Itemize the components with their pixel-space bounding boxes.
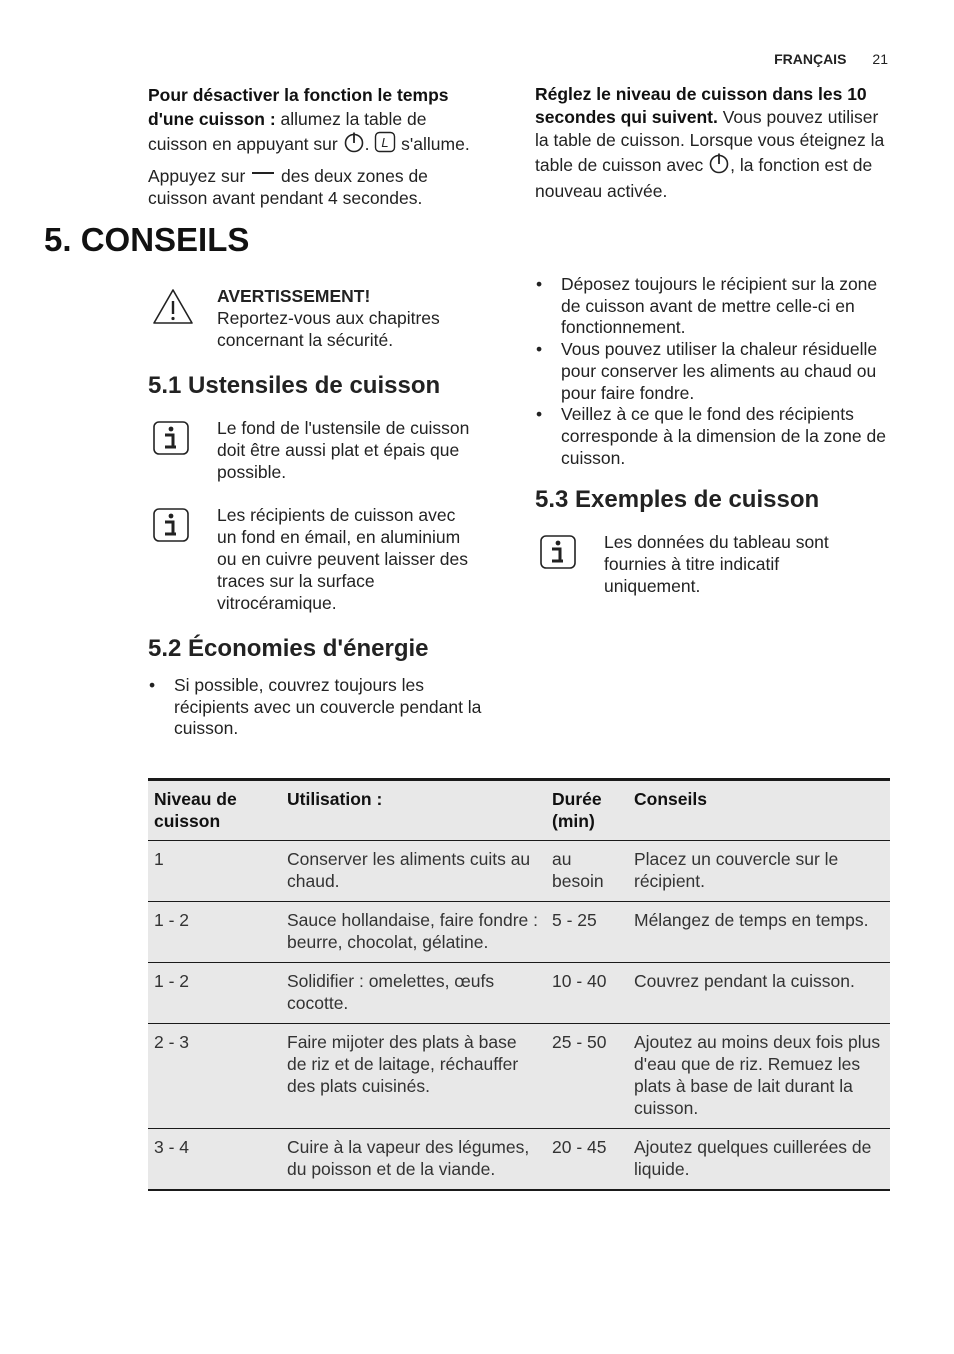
list-item: • Déposez toujours le récipient sur la zone de cuisson avant de mettre celle-ci en fonctionnement. bbox=[535, 274, 890, 339]
table-cell: Ajoutez au moins deux fois plus d'eau que de riz. Remuez les plats à base de lait durant la cuisson. bbox=[628, 1024, 890, 1129]
chapter-number: 5. bbox=[44, 221, 72, 258]
table-cell: Cuire à la vapeur des légumes, du poisson et de la viande. bbox=[281, 1129, 546, 1191]
table-row bbox=[148, 1129, 890, 1191]
table-cell: 10 - 40 bbox=[546, 963, 628, 1024]
intro-right-text: Vous pouvez utiliser la table de cuisson. Lorsque vous éteignez la table de cuisson avec bbox=[535, 107, 885, 175]
power-icon bbox=[708, 152, 730, 180]
section-name: Exemples de cuisson bbox=[575, 486, 820, 513]
warning-triangle-icon bbox=[152, 288, 194, 331]
table-cell: 25 - 50 bbox=[546, 1024, 628, 1129]
table-row bbox=[148, 963, 890, 1024]
list-item: • Vous pouvez utiliser la chaleur résiduelle pour conserver les aliments au chaud ou pour faire fondre. bbox=[535, 339, 890, 404]
column-header: Durée (min) bbox=[546, 780, 628, 841]
warning-text: Reportez-vous aux chapitres concernant la sécurité. bbox=[217, 308, 440, 350]
table-cell: Placez un couvercle sur le récipient. bbox=[628, 841, 890, 902]
info-icon bbox=[148, 417, 192, 462]
table-cell: Faire mijoter des plats à base de riz et de laitage, réchauffer des plats cuisinés. bbox=[281, 1024, 546, 1129]
section-5-2-title bbox=[148, 634, 429, 664]
chapter-name: CONSEILS bbox=[80, 221, 250, 258]
table-cell: 2 - 3 bbox=[148, 1024, 281, 1129]
energy-tips-list-right bbox=[535, 274, 890, 469]
info-icon bbox=[148, 504, 192, 549]
column-header: Conseils bbox=[628, 780, 890, 841]
table-row bbox=[148, 841, 890, 902]
table-cell: Ajoutez quelques cuillerées de liquide. bbox=[628, 1129, 890, 1191]
column-header: Utilisation : bbox=[281, 780, 546, 841]
intro-left-text: Appuyez sur bbox=[148, 166, 251, 186]
table-row bbox=[148, 902, 890, 963]
table-cell: 5 - 25 bbox=[546, 902, 628, 963]
page-header bbox=[774, 51, 888, 67]
table-cell: Mélangez de temps en temps. bbox=[628, 902, 890, 963]
table-cell: au besoin bbox=[546, 841, 628, 902]
list-item: • Veillez à ce que le fond des récipients corresponde à la dimension de la zone de cuisson. bbox=[535, 404, 890, 469]
table-cell: 1 - 2 bbox=[148, 902, 281, 963]
intro-right-text: , la fonction est de nouveau activée. bbox=[535, 155, 873, 201]
energy-tips-list-left bbox=[148, 675, 493, 740]
section-number: 5.2 bbox=[148, 635, 182, 662]
section-5-3-title bbox=[535, 485, 819, 515]
section-name: Ustensiles de cuisson bbox=[188, 372, 441, 399]
lock-l-icon bbox=[374, 131, 396, 159]
intro-left-text: des deux zones de cuisson avant pendant 4 secondes. bbox=[148, 166, 428, 208]
section-number: 5.1 bbox=[148, 372, 182, 399]
section-name: Économies d'énergie bbox=[188, 635, 429, 662]
table-cell: Conserver les aliments cuits au chaud. bbox=[281, 841, 546, 902]
intro-left-lead: Pour désactiver la fonction le temps d'une cuisson : bbox=[148, 85, 449, 129]
intro-left-text: . bbox=[364, 134, 375, 154]
table-cell: 3 - 4 bbox=[148, 1129, 281, 1191]
table-cell: Sauce hollandaise, faire fondre : beurre, chocolat, gélatine. bbox=[281, 902, 546, 963]
svg-text:L: L bbox=[381, 135, 389, 150]
info-text: Les données du tableau sont fournies à titre indicatif uniquement. bbox=[604, 532, 829, 596]
warning-title: AVERTISSEMENT! bbox=[217, 286, 371, 306]
info-icon bbox=[535, 531, 579, 576]
intro-right bbox=[535, 83, 885, 203]
table-cell: 1 bbox=[148, 841, 281, 902]
intro-right-lead: Réglez le niveau de cuisson dans les 10 secondes qui suivent. bbox=[535, 84, 867, 127]
section-number: 5.3 bbox=[535, 486, 569, 513]
table-cell: 20 - 45 bbox=[546, 1129, 628, 1191]
column-header: Niveau de cuisson bbox=[148, 780, 281, 841]
cooking-examples-table bbox=[148, 778, 890, 1191]
section-5-1-title bbox=[148, 371, 440, 401]
table-row bbox=[148, 1024, 890, 1129]
language-label: FRANÇAIS bbox=[774, 51, 847, 67]
page-number: 21 bbox=[872, 51, 888, 67]
warning-text-block bbox=[217, 285, 487, 351]
chapter-title bbox=[44, 220, 249, 260]
info-text: Les récipients de cuisson avec un fond en émail, en aluminium ou en cuivre peuvent laisser des traces sur la surface vitrocéramique. bbox=[217, 505, 468, 613]
table-header-row bbox=[148, 780, 890, 841]
minus-icon bbox=[252, 172, 274, 174]
table-cell: Couvrez pendant la cuisson. bbox=[628, 963, 890, 1024]
intro-left-text: allumez la table de cuisson en appuyant sur bbox=[148, 109, 427, 154]
table-cell: 1 - 2 bbox=[148, 963, 281, 1024]
table-cell: Solidifier : omelettes, œufs cocotte. bbox=[281, 963, 546, 1024]
list-item: • Si possible, couvrez toujours les récipients avec un couvercle pendant la cuisson. bbox=[148, 675, 493, 740]
intro-left bbox=[148, 83, 488, 209]
intro-left-text: s'allume. bbox=[396, 134, 470, 154]
power-icon bbox=[343, 131, 365, 159]
info-text: Le fond de l'ustensile de cuisson doit être aussi plat et épais que possible. bbox=[217, 418, 470, 482]
